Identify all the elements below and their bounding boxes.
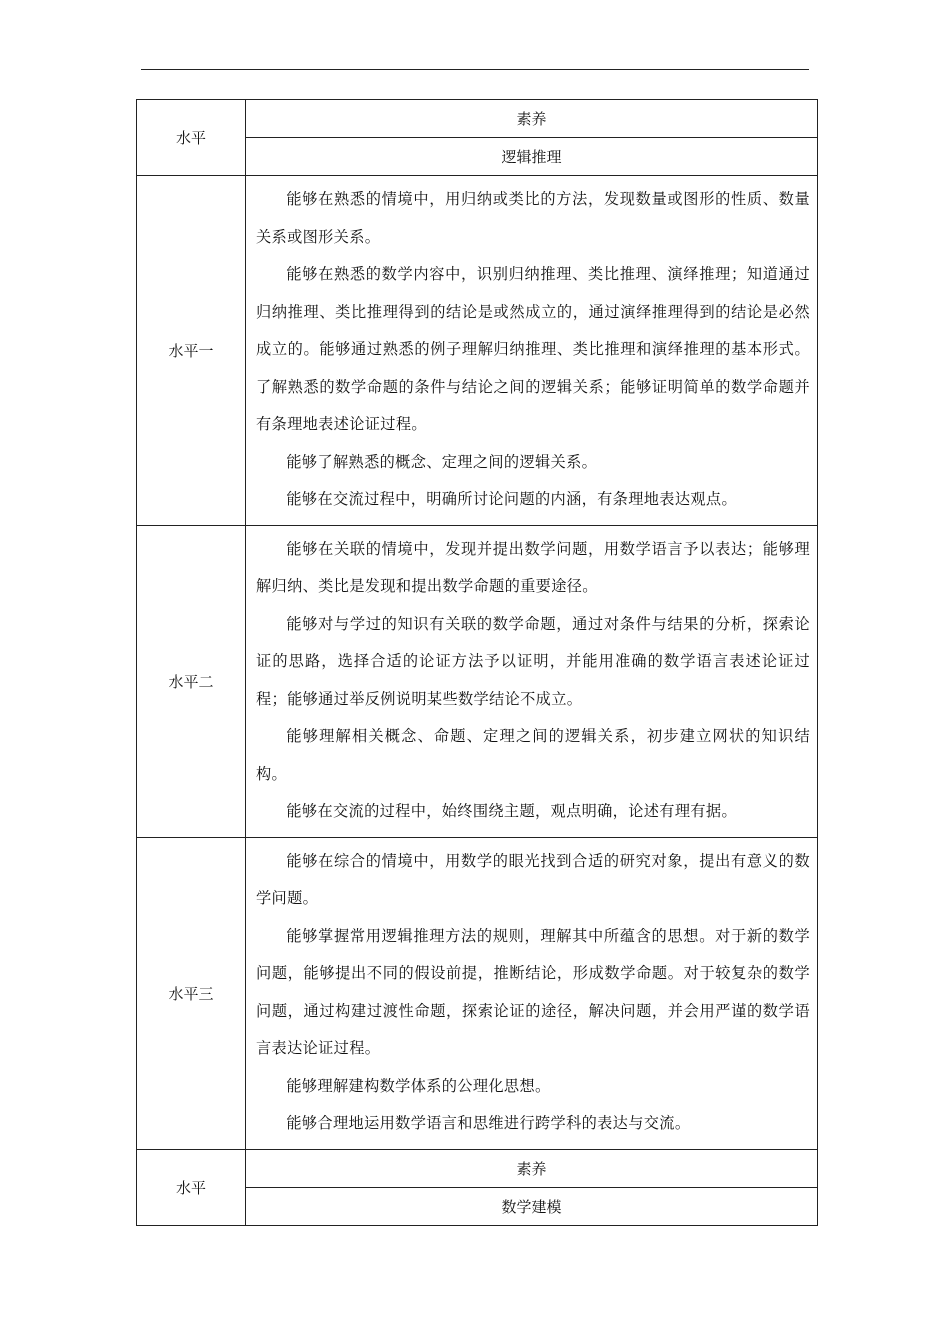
description-paragraph: 能够理解建构数学体系的公理化思想。 [286,1076,551,1095]
description-paragraph: 能够对与学过的知识有关联的数学命题，通过对条件与结果的分析，探索论证的思路，选择合适的论证方法予以证明，并能用准确的数学语言表述论证过程；能够通过举反例说明某些数学结论不成立。 [256,614,810,708]
description-paragraph: 能够在交流过程中，明确所讨论问题的内涵，有条理地表达观点。 [286,490,737,508]
literacy-header-cell: 素养 [246,1149,818,1187]
description-paragraph: 能够掌握常用逻辑推理方法的规则，理解其中所蕴含的思想。对于新的数学问题，能够提出不同的假设前提，推断结论，形成数学命题。对于较复杂的数学问题，通过构建过渡性命题，探索论证的途径，解决问题，并会用严谨的数学语言表达论证过程。 [256,926,810,1057]
table-row [137,525,818,837]
table-row [137,837,818,1149]
description-paragraph: 能够在关联的情境中，发现并提出数学问题，用数学语言予以表达；能够理解归纳、类比是发现和提出数学命题的重要途径。 [256,539,810,595]
level-cell: 水平一 [137,176,246,526]
description-paragraph: 能够合理地运用数学语言和思维进行跨学科的表达与交流。 [286,1114,691,1132]
level-cell: 水平二 [137,525,246,837]
description-cell [246,525,818,837]
header-rule [141,69,809,70]
literacy-level-table [136,99,818,1226]
description-paragraph: 能够理解相关概念、命题、定理之间的逻辑关系，初步建立网状的知识结构。 [256,727,810,783]
level-cell: 水平三 [137,837,246,1149]
description-paragraph: 能够在熟悉的数学内容中，识别归纳推理、类比推理、演绎推理；知道通过归纳推理、类比推理得到的结论是或然成立的，通过演绎推理得到的结论是必然成立的。能够通过熟悉的例子理解归纳推理、类比推理和演绎推理的基本形式。了解熟悉的数学命题的条件与结论之间的逻辑关系；能够证明简单的数学命题并有条理地表述论证过程。 [256,265,810,433]
subject-header-cell: 数学建模 [246,1187,818,1225]
description-paragraph: 能够在综合的情境中，用数学的眼光找到合适的研究对象，提出有意义的数学问题。 [256,851,810,907]
description-paragraph: 能够在交流的过程中，始终围绕主题，观点明确，论述有理有据。 [286,802,737,820]
description-paragraph: 能够了解熟悉的概念、定理之间的逻辑关系。 [286,452,598,471]
description-paragraph: 能够在熟悉的情境中，用归纳或类比的方法，发现数量或图形的性质、数量关系或图形关系。 [256,190,810,246]
level-header-cell: 水平 [137,1149,246,1225]
subject-header-cell: 逻辑推理 [246,138,818,176]
description-cell [246,837,818,1149]
literacy-header-cell: 素养 [246,100,818,138]
table-row [137,176,818,526]
description-cell [246,176,818,526]
level-header-cell: 水平 [137,100,246,176]
